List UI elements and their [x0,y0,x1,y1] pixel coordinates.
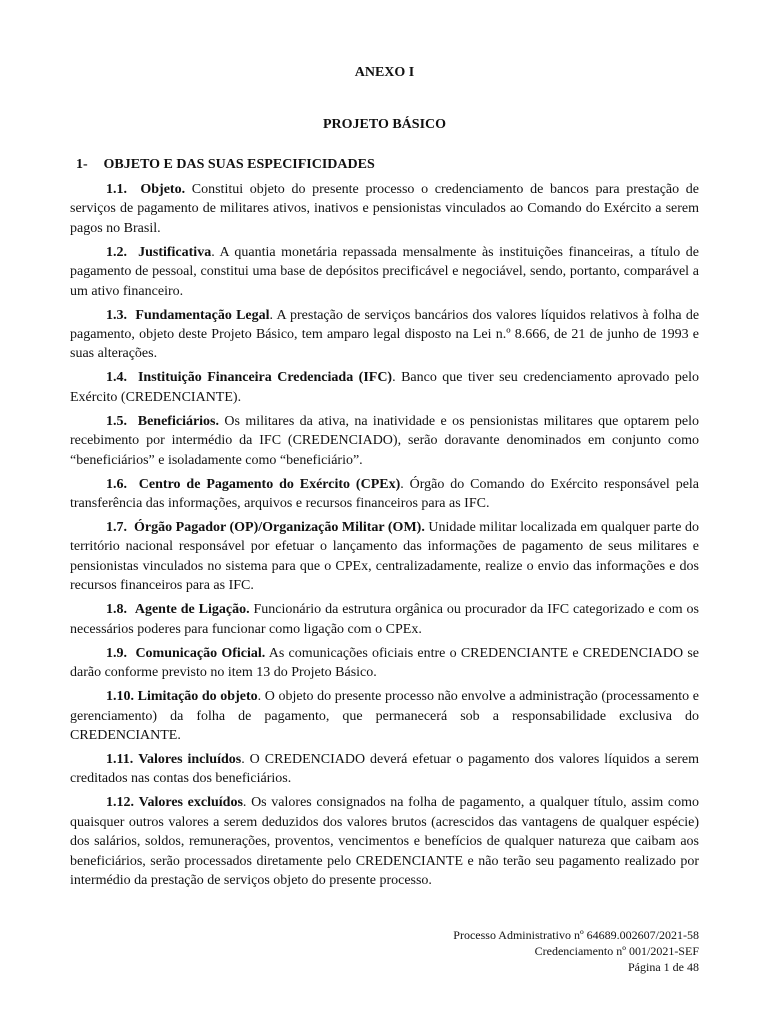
clause-title: Beneficiários. [137,413,220,429]
clause-number: 1.4. [106,370,127,386]
section-heading [76,156,375,174]
clause-title: Comunicação Oficial. [135,645,266,661]
clause-number: 1.2. [106,244,127,260]
clause-text: . Banco que tiver seu credenciamento aprovado pelo Exército (CREDENCIANTE). [70,370,699,405]
clause-text: . O objeto do presente processo não envolve a administração (processamento e gerenciamento) da folha de pagamento, que permanecerá sob a responsabilidade exclusiva do CREDENCIANTE. [70,689,700,743]
clause-number: 1.7. [106,520,127,536]
footer-accreditation: Credenciamento nº 001/2021-SEF [534,944,699,958]
clause-1-11 [70,750,699,789]
clause-text: . A prestação de serviços bancários dos valores líquidos relativos à folha de pagamento, objeto deste Projeto Básico, tem amparo legal disposto na Lei n.º 8.666, de 21 de junho de 1993 e suas alterações. [70,307,700,362]
clause-text: Os militares da ativa, na inatividade e os pensionistas militares que optarem pelo recebimento por intermédio da IFC (CREDENCIADO), serão doravante denominados em conjunto como “beneficiários” e isoladamente como “beneficiário”. [70,413,700,468]
clause-text: . Órgão do Comando do Exército responsável pela transferência das informações, arquivos e recursos financeiros para as IFC. [70,476,700,512]
clause-title: Justificativa [138,244,212,260]
clause-title: Valores excluídos [138,795,243,811]
clause-number: 1.12. [106,795,134,811]
clause-title: Agente de Ligação. [134,602,250,618]
clause-title: Órgão Pagador (OP)/Organização Militar (OM). [134,520,425,536]
clause-title: Objeto. [140,182,186,197]
clause-1-8 [70,600,699,639]
clause-text: As comunicações oficiais entre o CREDENCIANTE e CREDENCIADO se darão conforme previsto no item 13 do Projeto Básico. [70,645,699,681]
clause-number: 1.8. [106,602,127,618]
footer-page-number: Página 1 de 48 [628,960,699,974]
page-footer [453,927,699,975]
clause-1-5 [70,412,699,470]
clause-1-1 [70,180,699,238]
clause-number: 1.9. [106,645,127,661]
clause-title: Instituição Financeira Credenciada (IFC) [137,370,393,386]
clause-title: Centro de Pagamento do Exército (CPEx) [138,476,401,492]
clause-1-6 [70,475,699,514]
clause-1-9 [70,644,699,683]
clause-1-2 [70,243,699,301]
clause-title: Valores incluídos [138,751,242,767]
clause-number: 1.5. [106,413,127,429]
clause-1-3 [70,306,699,364]
clause-number: 1.11. [106,751,134,767]
clause-number: 1.3. [106,307,127,323]
clause-title: Limitação do objeto [137,689,258,705]
clause-text: . A quantia monetária repassada mensalmente às instituições financeiras, a título de pagamento de pessoal, constitui uma base de depósitos precificável e negociável, sendo, portanto, comparável a um ativo financeiro. [70,244,700,299]
document-body [70,180,699,895]
clause-number: 1.1. [106,182,127,197]
clause-number: 1.10. [106,689,134,705]
annex-heading: ANEXO I [354,65,415,80]
clause-text: . O CREDENCIADO deverá efetuar o pagamento dos valores líquidos a serem creditados nas contas dos beneficiários. [70,751,700,787]
clause-number: 1.6. [106,476,127,492]
clause-text: Unidade militar localizada em qualquer parte do território nacional responsável por efetuar o lançamento das informações de pagamento de seus militares e pensionistas vinculados no sistema para que o CPEx, centralizadamente, realize o envio das informações e dos recursos financeiros para as IFC. [70,520,700,594]
clause-text: Funcionário da estrutura orgânica ou procurador da IFC categorizado e com os necessários poderes para funcionar como ligação com o CPEx. [70,602,700,637]
clause-1-12 [70,793,699,890]
section-title: OBJETO E DAS SUAS ESPECIFICIDADES [103,157,375,172]
section-number: 1- [76,157,88,172]
clause-1-4 [70,368,699,407]
clause-title: Fundamentação Legal [135,307,270,323]
clause-text: Constitui objeto do presente processo o credenciamento de bancos para prestação de serviços de pagamento de militares ativos, inativos e pensionistas vinculados ao Comando do Exército a serem pagos no Brasil. [70,182,700,236]
clause-text: . Os valores consignados na folha de pagamento, a qualquer título, assim como quaisquer outros valores a serem deduzidos dos valores brutos (acrescidos das vantagens de qualquer espécie) dos salários, soldos, remunerações, proventos, vencimentos e benefícios de qualquer natureza que caibam aos beneficiários, serão processados diretamente pelo CREDENCIANTE e não terão seu pagamento realizado por intermédio da prestação de serviços objeto do presente processo. [70,795,699,888]
document-title: PROJETO BÁSICO [322,117,447,132]
clause-1-7 [70,518,699,596]
clause-1-10 [70,687,699,745]
footer-process-number: Processo Administrativo nº 64689.002607/2021-58 [453,928,699,942]
